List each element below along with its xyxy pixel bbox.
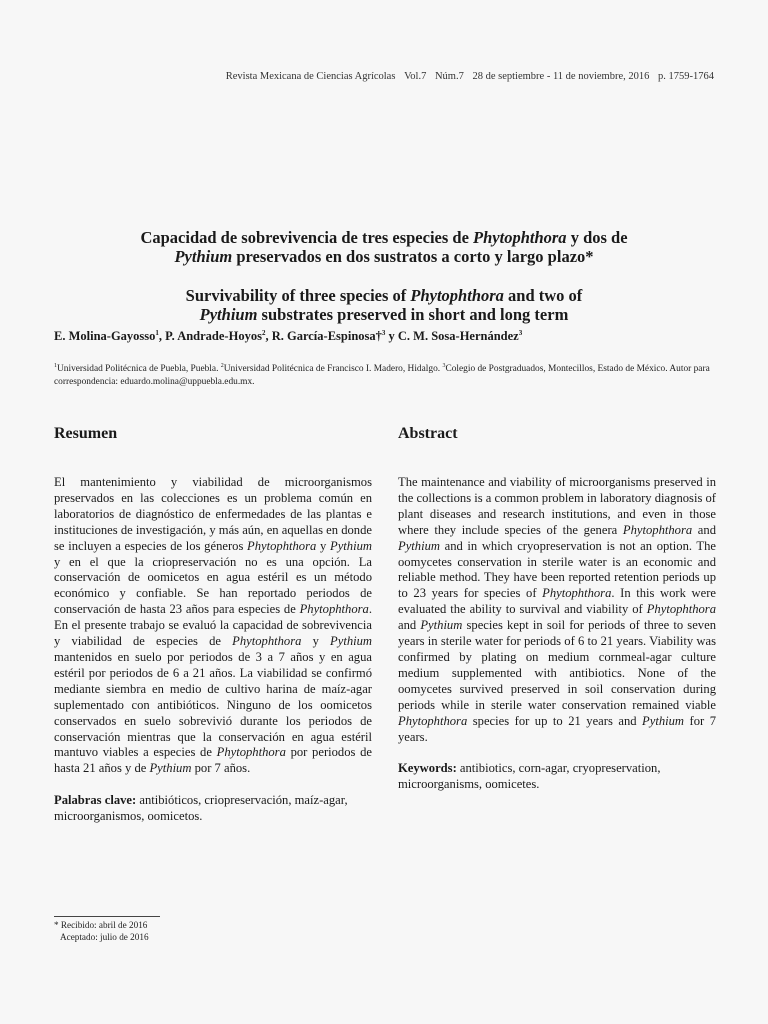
title-spanish-line-2	[54, 247, 714, 266]
journal-volume: Vol.7	[404, 71, 427, 82]
abstract-genus: Phytophthora	[398, 713, 468, 728]
title-english-line-1	[54, 286, 714, 305]
title-spanish-line-1	[54, 228, 714, 247]
journal-number: Núm.7	[434, 71, 464, 82]
title-en-genus-1: Phytophthora	[410, 286, 504, 305]
resumen-text: y	[301, 634, 331, 649]
resumen-genus: Phytophthora	[247, 538, 317, 553]
title-en-text-1: Survivability of three species of	[185, 286, 411, 305]
author-separator: y	[385, 329, 398, 344]
journal-pages: p. 1759-1764	[658, 71, 714, 82]
abstract-text: and	[692, 522, 716, 537]
journal-running-header	[226, 71, 714, 82]
author-name: P. Andrade-Hoyos	[165, 329, 262, 344]
abstract-genus: Pythium	[398, 538, 440, 553]
resumen-text: mantenidos en suelo por periodos de 3 a 7 años y en agua estéril por periodos de 6 a 21 años. La viabilidad se confirmó mediante siembra en medio de cultivo harina de maíz-agar suplementado con antibióticos. Ninguno de los oomicetos conservados en suelo sobrevivió durante los periodos de conservación mientras que la conservación en agua estéril mantuvo viables a especies de	[54, 649, 372, 760]
title-block	[54, 228, 714, 324]
keywords	[398, 761, 716, 793]
resumen-text: por 7 años.	[191, 761, 251, 776]
resumen-heading: Resumen	[54, 425, 118, 442]
title-es-text-1: Capacidad de sobrevivencia de tres especies de	[140, 228, 474, 247]
journal-dates: 28 de septiembre - 11 de noviembre, 2016	[472, 71, 650, 82]
resumen-text: El mantenimiento y viabilidad de microorganismos preservados en las colecciones es un problema común en laboratorios de diagnóstico de enfermedades de las plantas e instituciones de investigación, y más aún, en aquellas en donde se incluyen a especies de los géneros	[54, 475, 372, 553]
author-name: R. García-Espinosa†	[271, 329, 382, 344]
title-en-text-2: and two of	[503, 286, 583, 305]
author-list	[54, 329, 714, 344]
affiliation-3: Colegio de Postgraduados, Montecillos, Estado de México. Autor para correspondencia: eduardo.molina@uppuebla.edu.mx.	[54, 364, 710, 387]
abstract-genus: Phytophthora	[646, 602, 716, 617]
affiliation-mark: 3	[442, 363, 446, 369]
affiliation-2: Universidad Politécnica de Francisco I. Madero, Hidalgo.	[223, 364, 443, 375]
author-separator: ,	[158, 329, 166, 344]
resumen-genus: Phytophthora	[216, 745, 286, 760]
title-en-genus-2: Pythium	[199, 305, 258, 324]
resumen-body	[54, 475, 372, 777]
palabras-clave-text: antibióticos, criopreservación, maíz-agar, microorganismos, oomicetos.	[54, 793, 348, 824]
title-es-text-3: preservados en dos sustratos a corto y largo plazo*	[232, 247, 594, 266]
abstract-genus: Pythium	[420, 618, 463, 633]
accepted-date: Aceptado: julio de 2016	[60, 932, 149, 942]
footnotes	[54, 919, 149, 943]
author-affiliation-mark: 3	[518, 329, 523, 337]
title-es-text-2: y dos de	[566, 228, 628, 247]
resumen-genus: Phytophthora	[299, 602, 369, 617]
resumen-genus: Pythium	[330, 634, 373, 649]
abstract-text: species for up to 21 years and	[467, 713, 643, 728]
abstract-text: for 7 years.	[398, 713, 716, 744]
author-affiliation-mark: 1	[155, 329, 159, 337]
journal-name: Revista Mexicana de Ciencias Agrícolas	[225, 71, 396, 82]
abstract-text: The maintenance and viability of microorganisms preserved in the collections is a common problem in laboratory diagnosis of plant diseases and research institutions, and even in those where they include species of the genera	[398, 475, 716, 537]
author-name: C. M. Sosa-Hernández	[397, 329, 519, 344]
palabras-clave-label: Palabras clave:	[54, 793, 137, 808]
affiliation-mark: 2	[220, 363, 224, 369]
affiliations	[54, 360, 716, 388]
abstract-column	[398, 424, 716, 793]
abstract-text: and in which cryopreservation is not an option. The oomycetes conservation in sterile water is an economic and reliable method. They have been reported retention periods up to 23 years for species of	[398, 538, 716, 601]
author-affiliation-mark: 3	[381, 329, 386, 337]
title-en-text-3: substrates preserved in short and long term	[257, 305, 569, 324]
resumen-text: . En el presente trabajo se evaluó la capacidad de sobrevivencia y viabilidad de especies de	[54, 602, 372, 649]
author-affiliation-mark: 2	[261, 329, 266, 337]
title-english-line-2	[54, 305, 714, 324]
resumen-text: y	[316, 538, 331, 553]
abstract-text: and	[398, 618, 421, 633]
abstract-text: . In this work were evaluated the ability to survival and viability of	[398, 586, 716, 617]
abstract-heading: Abstract	[398, 425, 458, 442]
footnote-divider	[54, 916, 160, 917]
author-separator: ,	[265, 329, 272, 344]
affiliation-1: Universidad Politécnica de Puebla, Puebla.	[57, 364, 221, 375]
resumen-text: por periodos de hasta 21 años y de	[54, 745, 372, 776]
resumen-column	[54, 424, 372, 825]
abstract-genus: Phytophthora	[542, 586, 612, 601]
keywords-text: antibiotics, corn-agar, cryopreservation, microorganisms, oomicetes.	[398, 761, 661, 792]
received-date: * Recibido: abril de 2016	[54, 920, 148, 930]
resumen-genus: Pythium	[330, 538, 372, 553]
palabras-clave	[54, 793, 372, 825]
abstract-text: species kept in soil for periods of three to seven years in sterile water for periods of 6 to 21 years. Viability was confirmed by plating on medium cornmeal-agar culture medium supplemented with antibiotics. None of the oomycetes survived preserved in soil conservation during periods while in sterile water conservation remained viable	[398, 618, 716, 712]
keywords-label: Keywords:	[398, 761, 457, 776]
abstract-genus: Phytophthora	[622, 522, 693, 537]
resumen-text: y en el que la criopreservación no es una opción. La conservación de oomicetos en agua estéril es un método económico y confiable. Se han reportado periodos de conservación de hasta 23 años para especies de	[54, 554, 372, 617]
author-name: E. Molina-Gayosso	[54, 329, 156, 344]
affiliation-mark: 1	[54, 363, 57, 369]
abstract-genus: Pythium	[642, 713, 685, 728]
title-es-genus-2: Pythium	[174, 247, 233, 266]
resumen-genus: Phytophthora	[232, 634, 302, 649]
abstract-body	[398, 475, 716, 745]
title-es-genus-1: Phytophthora	[473, 228, 567, 247]
resumen-genus: Pythium	[149, 761, 192, 776]
